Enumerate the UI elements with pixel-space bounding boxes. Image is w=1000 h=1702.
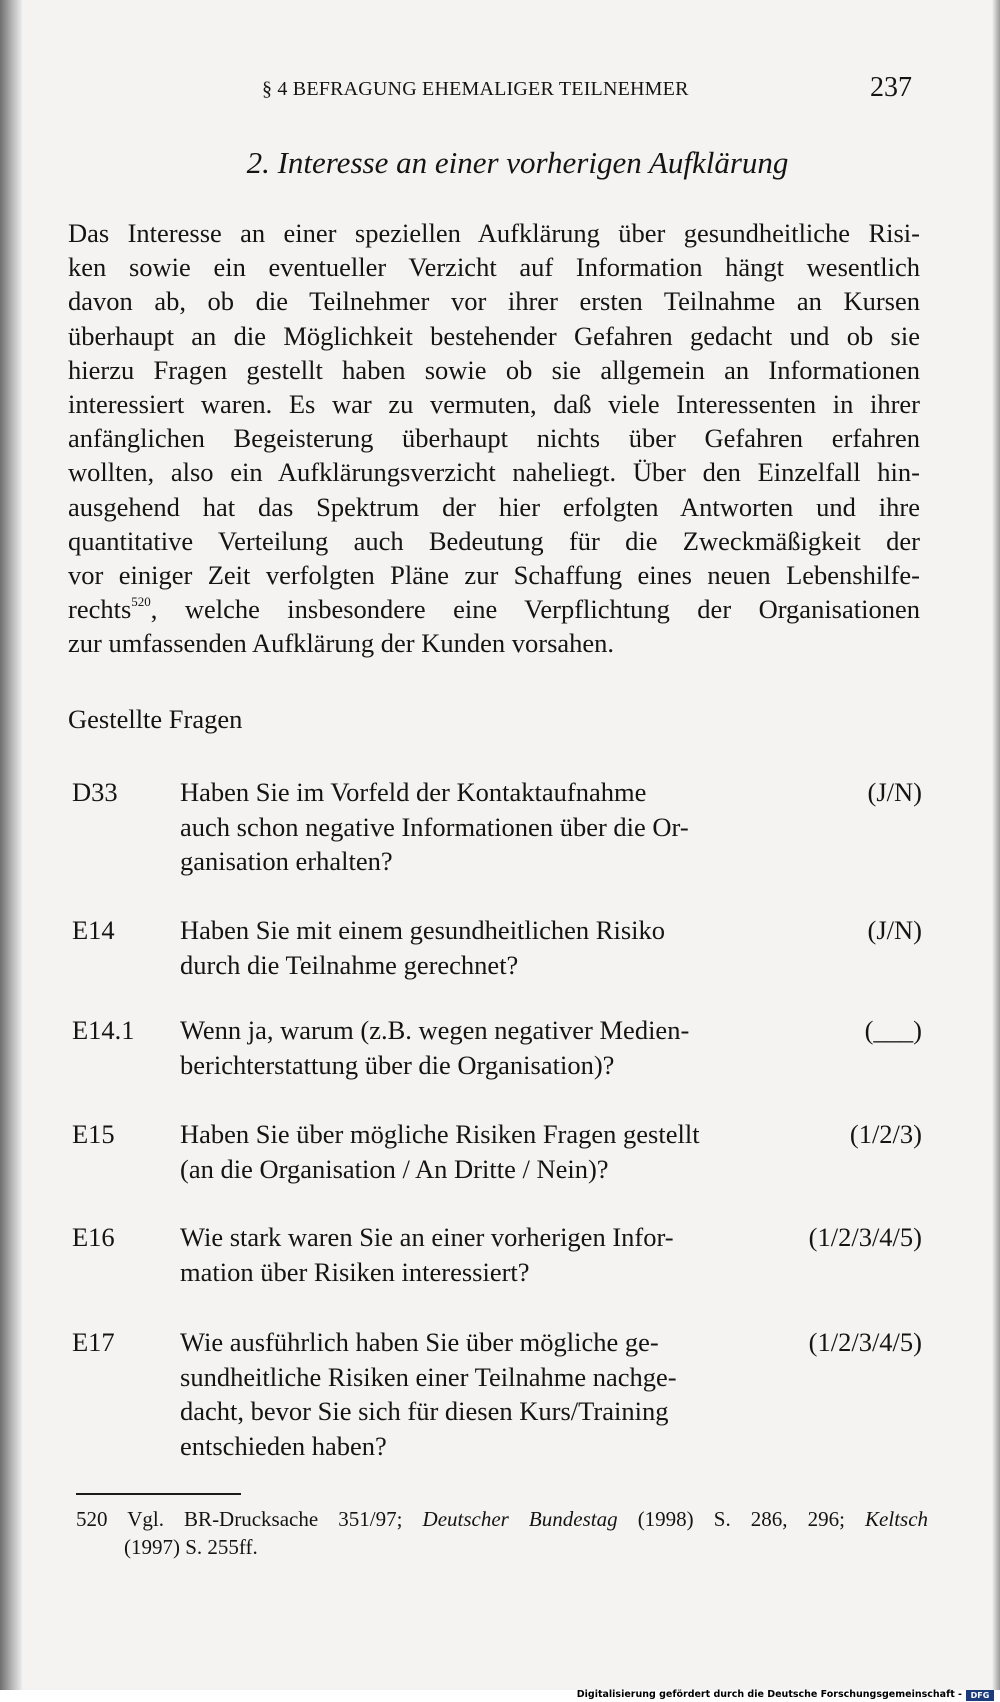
answer-scale: (J/N) [867,915,922,945]
footnote-author: Deutscher Bundestag [422,1507,618,1531]
question-line: ganisation erhalten? [180,846,393,876]
page-edge-shadow [992,0,1000,1690]
question-line: (an die Organisation / An Dritte / Nein)? [180,1153,609,1184]
digitization-credit: Digitalisierung gefördert durch die Deutsche Forschungsgemeinschaft - [576,1689,962,1700]
paragraph-line: quantitative Verteilung auch Bedeutung für die Zweckmäßigkeit der [68,525,920,556]
footnote-line [76,1505,928,1533]
question-text [180,1220,760,1289]
question-line: auch schon negative Informationen über die Or- [180,811,689,842]
page-number: 237 [870,72,912,103]
question-line: Haben Sie über mögliche Risiken Fragen gestellt [180,1119,700,1149]
answer-scale: (1/2/3/4/5) [808,1222,922,1252]
section-heading [0,145,1000,181]
question-code: D33 [72,777,118,807]
question-line: entschieden haben? [180,1430,387,1461]
paragraph-line: davon ab, ob die Teilnehmer vor ihrer ersten Teilnahme an Kursen [68,286,920,317]
paragraph-line: überhaupt an die Möglichkeit bestehender Gefahren gedacht und ob sie [68,320,920,351]
question-line: Wie stark waren Sie an einer vorherigen Infor- [180,1222,674,1252]
question-line: Haben Sie im Vorfeld der Kontaktaufnahme [180,777,647,807]
question-text [180,1325,760,1463]
paragraph-text: , welche insbesondere eine Verpflichtung der Organisationen [150,594,920,625]
footnote-number: 520 [76,1507,108,1531]
question-text [180,1013,760,1082]
answer-scale: (1/2/3/4/5) [808,1327,922,1357]
question-code: E16 [72,1222,115,1252]
page-gutter-shadow [0,0,22,1702]
paragraph-line: interessiert waren. Es war zu vermuten, daß viele Interessenten in ihrer [68,389,920,420]
question-line: Haben Sie mit einem gesundheitlichen Risiko [180,915,666,945]
paragraph-line-with-footnote-ref [68,592,920,626]
question-code: E15 [72,1119,115,1149]
footnote [76,1505,928,1561]
paragraph-text: rechts [68,594,132,625]
paragraph-line: hierzu Fragen gestellt haben sowie ob sie allgemein an Informationen [68,354,920,385]
footnote-reference[interactable]: 520 [131,594,151,610]
question-line: berichterstattung über die Organisation)? [180,1049,615,1080]
paragraph-line: Das Interesse an einer speziellen Aufklärung über gesundheitliche Risi- [68,218,920,248]
question-code: E17 [72,1327,115,1357]
question-code: E14.1 [72,1015,135,1045]
paragraph-line: vor einiger Zeit verfolgten Pläne zur Schaffung eines neuen Lebenshilfe- [68,560,920,591]
section-heading-text: 2. Interesse an einer vorherigen Aufklärung [246,145,789,180]
question-line: sundheitliche Risiken einer Teilnahme nachge- [180,1361,677,1392]
answer-scale: (1/2/3) [849,1119,922,1149]
questions-subheading: Gestellte Fragen [68,704,243,734]
question-text [180,775,760,879]
footnote-author: Keltsch [865,1507,929,1531]
paragraph-line: anfänglichen Begeisterung überhaupt nichts über Gefahren erfahren [68,423,920,454]
running-header-title: § 4 BEFRAGUNG EHEMALIGER TEILNEHMER [262,78,689,100]
body-paragraph [68,216,920,661]
footnote-text: Vgl. BR-Drucksache 351/97; [127,1507,403,1531]
question-line: dacht, bevor Sie sich für diesen Kurs/Training [180,1396,669,1426]
paragraph-line: ausgehend hat das Spektrum der hier erfolgten Antworten und ihre [68,491,920,522]
question-line: Wenn ja, warum (z.B. wegen negativer Medien- [180,1015,690,1045]
question-text [180,1117,760,1186]
footnote-line: (1997) S. 255ff. [124,1535,258,1559]
footnote-divider [76,1493,241,1495]
question-line: durch die Teilnahme gerechnet? [180,949,519,980]
question-line: mation über Risiken interessiert? [180,1256,530,1287]
paragraph-line: wollten, also ein Aufklärungsverzicht naheliegt. Über den Einzelfall hin- [68,457,920,488]
answer-scale: (___) [864,1015,922,1045]
footnote-text: (1998) S. 286, 296; [637,1507,845,1531]
question-code: E14 [72,915,115,945]
answer-scale: (J/N) [867,777,922,807]
question-line: Wie ausführlich haben Sie über mögliche ge- [180,1327,659,1357]
paragraph-line: ken sowie ein eventueller Verzicht auf Information hängt wesentlich [68,252,920,283]
dfg-logo: DFG [966,1690,994,1701]
paragraph-line: zur umfassenden Aufklärung der Kunden vorsahen. [68,628,615,659]
question-text [180,913,760,982]
